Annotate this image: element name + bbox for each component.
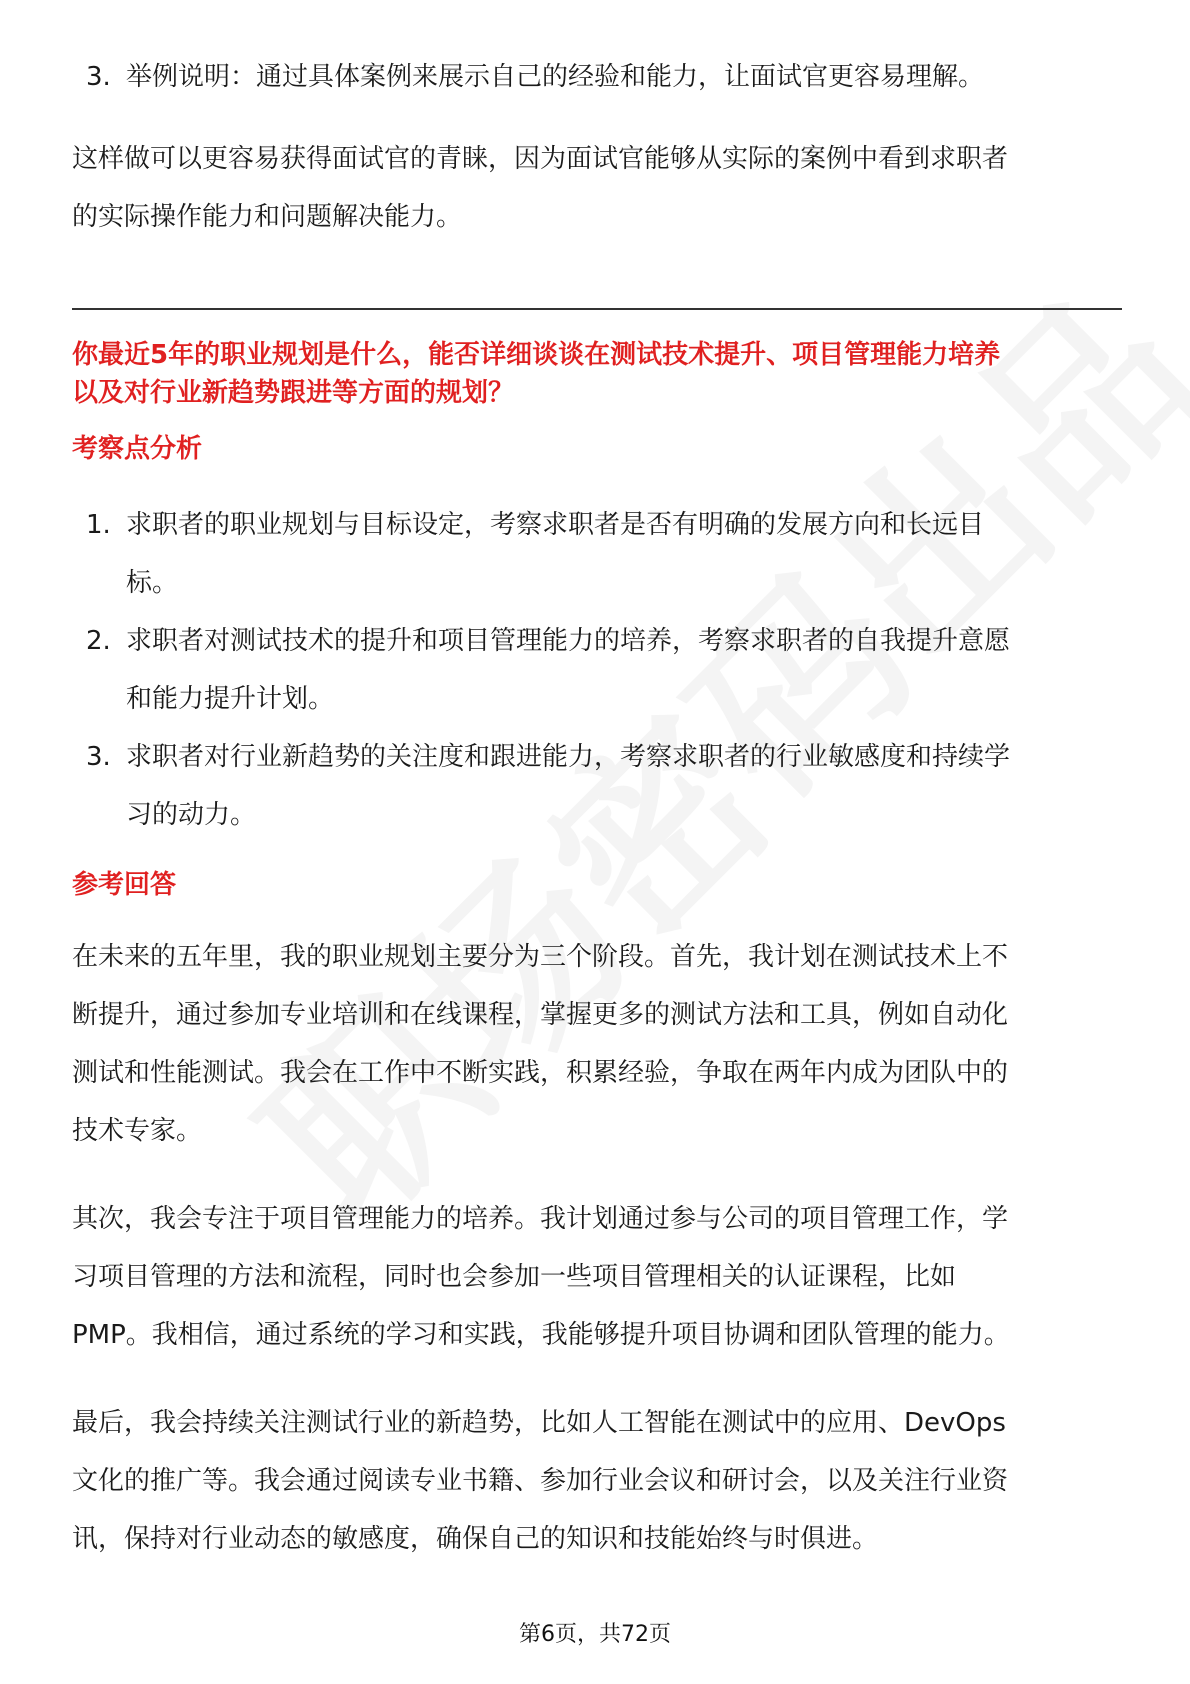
list-item — [72, 612, 1122, 728]
answer-paragraph — [72, 928, 1122, 1160]
answer-line: 测试和性能测试。我会在工作中不断实践，积累经验，争取在两年内成为团队中的 — [72, 1058, 1009, 1088]
question-line: 以及对行业新趋势跟进等方面的规划？ — [72, 378, 515, 408]
list-item-text: 举例说明：通过具体案例来展示自己的经验和能力，让面试官更容易理解。 — [126, 62, 985, 92]
summary-paragraph — [72, 130, 1122, 246]
list-item — [72, 48, 1176, 106]
answer-line: 文化的推广等。我会通过阅读专业书籍、参加行业会议和研讨会，以及关注行业资 — [72, 1466, 1009, 1496]
answer-line: 断提升，通过参加专业培训和在线课程，掌握更多的测试方法和工具，例如自动化 — [72, 1000, 1009, 1030]
list-item-line: 和能力提升计划。 — [126, 684, 335, 714]
list-item-line: 求职者的职业规划与目标设定，考察求职者是否有明确的发展方向和长远目 — [126, 510, 985, 540]
answer-line: PMP。我相信，通过系统的学习和实践，我能够提升项目协调和团队管理的能力。 — [72, 1320, 1010, 1350]
answer-line: 其次，我会专注于项目管理能力的培养。我计划通过参与公司的项目管理工作，学 — [72, 1204, 1009, 1234]
list-item-number: 3. — [86, 62, 111, 92]
answer-title: 参考回答 — [72, 870, 177, 900]
list-item-number: 2. — [86, 626, 111, 656]
question-line: 你最近5年的职业规划是什么，能否详细谈谈在测试技术提升、项目管理能力培养 — [72, 340, 1001, 370]
list-item — [72, 496, 1122, 612]
list-item-line: 求职者对行业新趋势的关注度和跟进能力，考察求职者的行业敏感度和持续学 — [126, 742, 1011, 772]
question-heading — [72, 336, 1122, 412]
section-divider — [72, 308, 1122, 310]
answer-line: 技术专家。 — [72, 1116, 203, 1146]
answer-line: 最后，我会持续关注测试行业的新趋势，比如人工智能在测试中的应用、DevOps — [72, 1408, 1006, 1438]
answer-line: 讯，保持对行业动态的敏感度，确保自己的知识和技能始终与时俱进。 — [72, 1524, 879, 1554]
list-item-line: 标。 — [126, 568, 179, 598]
list-item-number: 3. — [86, 742, 111, 772]
list-item — [72, 728, 1122, 844]
answer-paragraph — [72, 1190, 1122, 1364]
analysis-list — [72, 496, 1122, 844]
list-item-number: 1. — [86, 510, 111, 540]
answer-line: 在未来的五年里，我的职业规划主要分为三个阶段。首先，我计划在测试技术上不 — [72, 942, 1009, 972]
list-item-line: 求职者对测试技术的提升和项目管理能力的培养，考察求职者的自我提升意愿 — [126, 626, 1011, 656]
page-number: 第6页，共72页 — [519, 1622, 671, 1647]
summary-line: 的实际操作能力和问题解决能力。 — [72, 202, 463, 232]
answer-line: 习项目管理的方法和流程，同时也会参加一些项目管理相关的认证课程，比如 — [72, 1262, 957, 1292]
analysis-title: 考察点分析 — [72, 434, 203, 464]
answer-paragraph — [72, 1394, 1122, 1568]
list-item-line: 习的动力。 — [126, 800, 257, 830]
summary-line: 这样做可以更容易获得面试官的青睐，因为面试官能够从实际的案例中看到求职者 — [72, 144, 1009, 174]
